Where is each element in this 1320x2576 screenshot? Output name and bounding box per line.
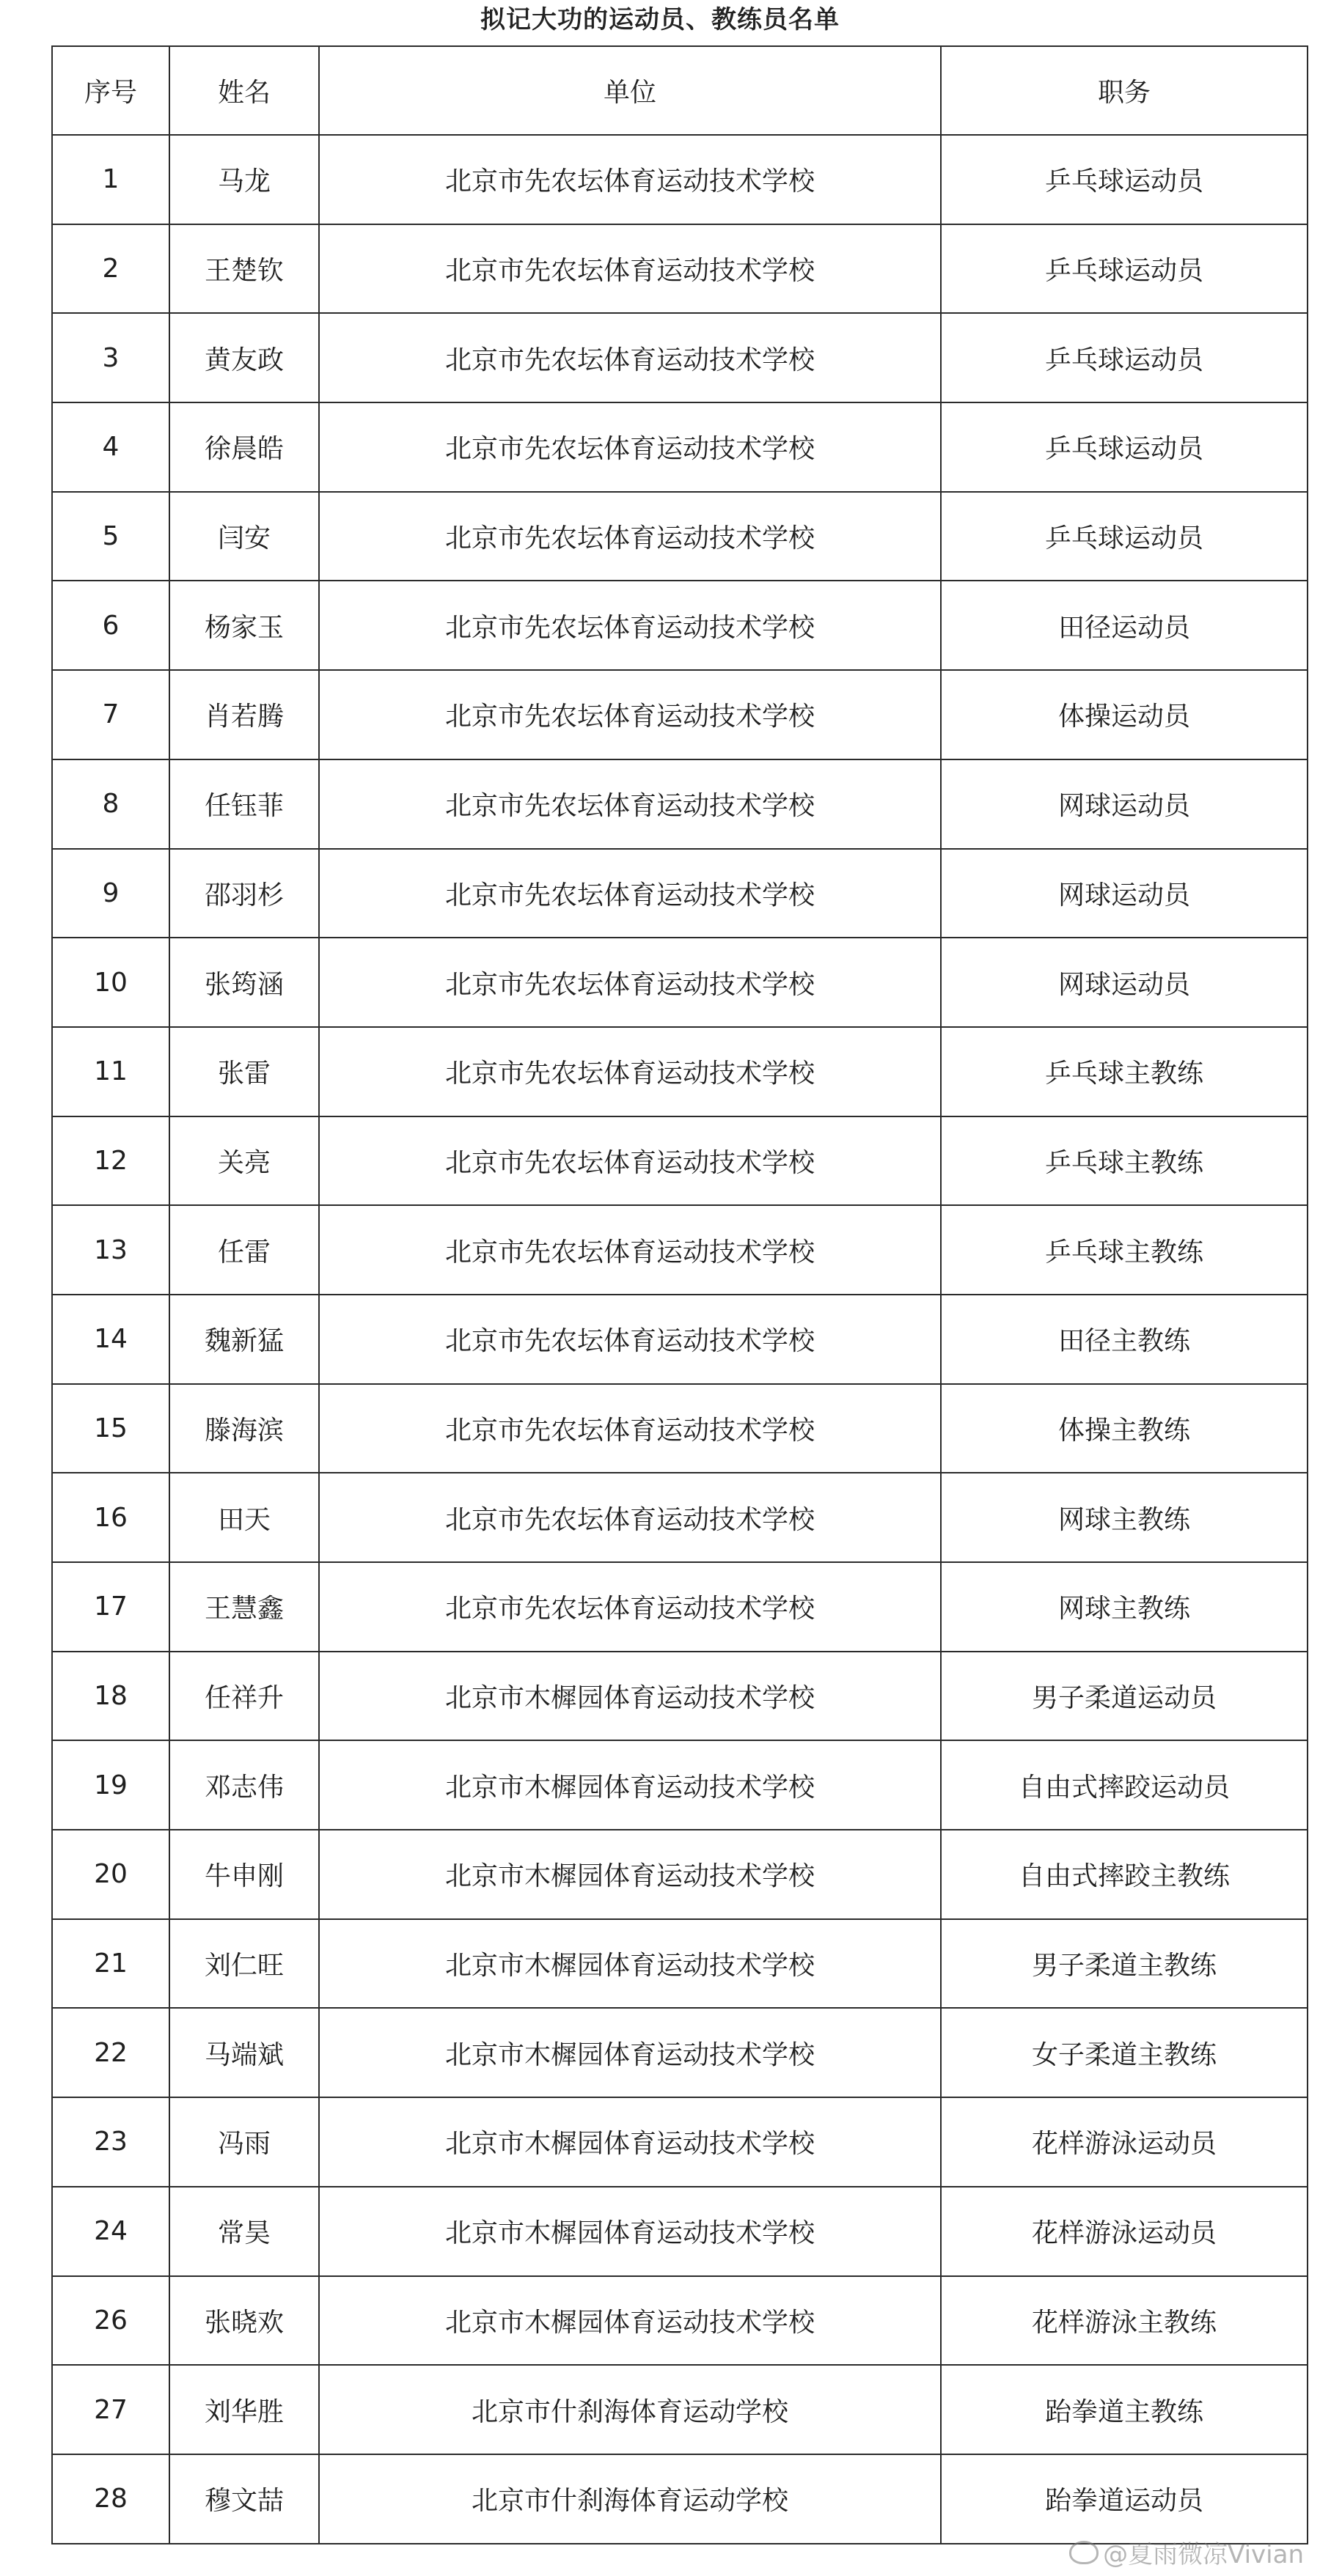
- cell-name: 关亮: [169, 1116, 319, 1206]
- cell-position: 乒乓球运动员: [941, 224, 1308, 314]
- table-row: [52, 2365, 1308, 2454]
- cell-number: 2: [52, 224, 169, 314]
- watermark: [1069, 2534, 1304, 2570]
- cell-unit: 北京市木樨园体育运动技术学校: [319, 1652, 941, 1741]
- cell-number: 16: [52, 1473, 169, 1562]
- cell-position: 跆拳道运动员: [941, 2454, 1308, 2544]
- roster-table: [51, 45, 1308, 2544]
- table-row: [52, 2454, 1308, 2544]
- cell-number: 18: [52, 1652, 169, 1741]
- cell-unit: 北京市先农坛体育运动技术学校: [319, 1027, 941, 1116]
- cell-number: 22: [52, 2008, 169, 2097]
- table-row: [52, 1740, 1308, 1830]
- cell-number: 7: [52, 670, 169, 759]
- cell-position: 乒乓球主教练: [941, 1205, 1308, 1295]
- table-row: [52, 1205, 1308, 1295]
- cell-unit: 北京市木樨园体育运动技术学校: [319, 2276, 941, 2366]
- cell-number: 27: [52, 2365, 169, 2454]
- cell-unit: 北京市什刹海体育运动学校: [319, 2454, 941, 2544]
- cell-unit: 北京市木樨园体育运动技术学校: [319, 2008, 941, 2097]
- cell-number: 20: [52, 1830, 169, 1919]
- cell-name: 邵羽杉: [169, 849, 319, 938]
- cell-position: 乒乓球运动员: [941, 492, 1308, 581]
- table-row: [52, 313, 1308, 402]
- cell-name: 常昊: [169, 2187, 319, 2276]
- cell-number: 8: [52, 759, 169, 849]
- cell-name: 马端斌: [169, 2008, 319, 2097]
- cell-unit: 北京市先农坛体育运动技术学校: [319, 581, 941, 670]
- cell-name: 徐晨皓: [169, 402, 319, 492]
- table-row: [52, 670, 1308, 759]
- cell-number: 6: [52, 581, 169, 670]
- cell-position: 网球主教练: [941, 1473, 1308, 1562]
- cell-number: 19: [52, 1740, 169, 1830]
- table-row: [52, 1027, 1308, 1116]
- cell-name: 王楚钦: [169, 224, 319, 314]
- cell-position: 跆拳道主教练: [941, 2365, 1308, 2454]
- header-number: 序号: [52, 46, 169, 135]
- cell-name: 任祥升: [169, 1652, 319, 1741]
- cell-position: 网球运动员: [941, 849, 1308, 938]
- cell-unit: 北京市木樨园体育运动技术学校: [319, 2097, 941, 2187]
- cell-unit: 北京市先农坛体育运动技术学校: [319, 492, 941, 581]
- cell-unit: 北京市先农坛体育运动技术学校: [319, 224, 941, 314]
- cell-name: 任雷: [169, 1205, 319, 1295]
- cell-unit: 北京市先农坛体育运动技术学校: [319, 849, 941, 938]
- cell-name: 魏新猛: [169, 1295, 319, 1384]
- cell-position: 乒乓球运动员: [941, 135, 1308, 224]
- table-row: [52, 1384, 1308, 1473]
- cell-position: 自由式摔跤运动员: [941, 1740, 1308, 1830]
- cell-name: 牛申刚: [169, 1830, 319, 1919]
- cell-unit: 北京市先农坛体育运动技术学校: [319, 1473, 941, 1562]
- cell-position: 花样游泳运动员: [941, 2097, 1308, 2187]
- cell-unit: 北京市木樨园体育运动技术学校: [319, 1830, 941, 1919]
- table-body: [52, 135, 1308, 2544]
- cell-position: 自由式摔跤主教练: [941, 1830, 1308, 1919]
- header-unit: 单位: [319, 46, 941, 135]
- cell-position: 田径运动员: [941, 581, 1308, 670]
- cell-number: 12: [52, 1116, 169, 1206]
- cell-name: 张雷: [169, 1027, 319, 1116]
- table-row: [52, 1116, 1308, 1206]
- cell-unit: 北京市先农坛体育运动技术学校: [319, 1205, 941, 1295]
- cell-name: 滕海滨: [169, 1384, 319, 1473]
- cell-number: 28: [52, 2454, 169, 2544]
- cell-number: 15: [52, 1384, 169, 1473]
- cell-number: 4: [52, 402, 169, 492]
- cell-name: 张筠涵: [169, 938, 319, 1027]
- cell-position: 乒乓球运动员: [941, 402, 1308, 492]
- table-row: [52, 1830, 1308, 1919]
- cell-unit: 北京市先农坛体育运动技术学校: [319, 759, 941, 849]
- table-row: [52, 581, 1308, 670]
- cell-position: 体操主教练: [941, 1384, 1308, 1473]
- table-row: [52, 1295, 1308, 1384]
- cell-number: 17: [52, 1562, 169, 1652]
- table-row: [52, 1652, 1308, 1741]
- cell-name: 穆文喆: [169, 2454, 319, 2544]
- table-row: [52, 1562, 1308, 1652]
- cell-name: 杨家玉: [169, 581, 319, 670]
- cell-name: 闫安: [169, 492, 319, 581]
- cell-name: 王慧鑫: [169, 1562, 319, 1652]
- cell-position: 网球运动员: [941, 759, 1308, 849]
- cell-number: 13: [52, 1205, 169, 1295]
- cell-position: 男子柔道运动员: [941, 1652, 1308, 1741]
- cell-unit: 北京市先农坛体育运动技术学校: [319, 313, 941, 402]
- header-position: 职务: [941, 46, 1308, 135]
- cell-unit: 北京市先农坛体育运动技术学校: [319, 1384, 941, 1473]
- cell-name: 刘仁旺: [169, 1919, 319, 2009]
- cell-name: 冯雨: [169, 2097, 319, 2187]
- cell-number: 26: [52, 2276, 169, 2366]
- table-row: [52, 492, 1308, 581]
- cell-name: 黄友政: [169, 313, 319, 402]
- cell-number: 3: [52, 313, 169, 402]
- watermark-text: @夏雨微凉Vivian: [1103, 2540, 1304, 2569]
- cell-unit: 北京市先农坛体育运动技术学校: [319, 1295, 941, 1384]
- cell-unit: 北京市什刹海体育运动学校: [319, 2365, 941, 2454]
- cell-position: 男子柔道主教练: [941, 1919, 1308, 2009]
- cell-name: 邓志伟: [169, 1740, 319, 1830]
- table-row: [52, 402, 1308, 492]
- cell-position: 网球主教练: [941, 1562, 1308, 1652]
- cell-name: 任钰菲: [169, 759, 319, 849]
- cell-unit: 北京市先农坛体育运动技术学校: [319, 1562, 941, 1652]
- cell-number: 14: [52, 1295, 169, 1384]
- cell-name: 刘华胜: [169, 2365, 319, 2454]
- cell-number: 11: [52, 1027, 169, 1116]
- cell-number: 23: [52, 2097, 169, 2187]
- cell-unit: 北京市先农坛体育运动技术学校: [319, 670, 941, 759]
- cell-name: 肖若腾: [169, 670, 319, 759]
- cell-number: 10: [52, 938, 169, 1027]
- table-header-row: [52, 46, 1308, 135]
- cell-number: 5: [52, 492, 169, 581]
- cell-number: 21: [52, 1919, 169, 2009]
- cell-position: 花样游泳运动员: [941, 2187, 1308, 2276]
- cell-unit: 北京市木樨园体育运动技术学校: [319, 1740, 941, 1830]
- cell-position: 网球运动员: [941, 938, 1308, 1027]
- cell-number: 1: [52, 135, 169, 224]
- cell-position: 乒乓球运动员: [941, 313, 1308, 402]
- table-row: [52, 1919, 1308, 2009]
- table-row: [52, 135, 1308, 224]
- table-row: [52, 1473, 1308, 1562]
- page-title: 拟记大功的运动员、教练员名单: [480, 5, 840, 34]
- cell-position: 体操运动员: [941, 670, 1308, 759]
- table-row: [52, 224, 1308, 314]
- table-row: [52, 759, 1308, 849]
- cell-position: 田径主教练: [941, 1295, 1308, 1384]
- header-name: 姓名: [169, 46, 319, 135]
- table-row: [52, 2276, 1308, 2366]
- cell-name: 张晓欢: [169, 2276, 319, 2366]
- cell-unit: 北京市先农坛体育运动技术学校: [319, 135, 941, 224]
- cell-position: 乒乓球主教练: [941, 1116, 1308, 1206]
- cell-name: 田天: [169, 1473, 319, 1562]
- cell-unit: 北京市木樨园体育运动技术学校: [319, 2187, 941, 2276]
- table-row: [52, 2187, 1308, 2276]
- cell-position: 花样游泳主教练: [941, 2276, 1308, 2366]
- table-row: [52, 2097, 1308, 2187]
- table-row: [52, 938, 1308, 1027]
- table-row: [52, 849, 1308, 938]
- cell-unit: 北京市先农坛体育运动技术学校: [319, 402, 941, 492]
- cell-position: 乒乓球主教练: [941, 1027, 1308, 1116]
- cell-position: 女子柔道主教练: [941, 2008, 1308, 2097]
- cell-unit: 北京市先农坛体育运动技术学校: [319, 938, 941, 1027]
- cell-name: 马龙: [169, 135, 319, 224]
- cell-unit: 北京市木樨园体育运动技术学校: [319, 1919, 941, 2009]
- cell-number: 24: [52, 2187, 169, 2276]
- table-row: [52, 2008, 1308, 2097]
- cell-unit: 北京市先农坛体育运动技术学校: [319, 1116, 941, 1206]
- weibo-icon: [1069, 2541, 1099, 2564]
- cell-number: 9: [52, 849, 169, 938]
